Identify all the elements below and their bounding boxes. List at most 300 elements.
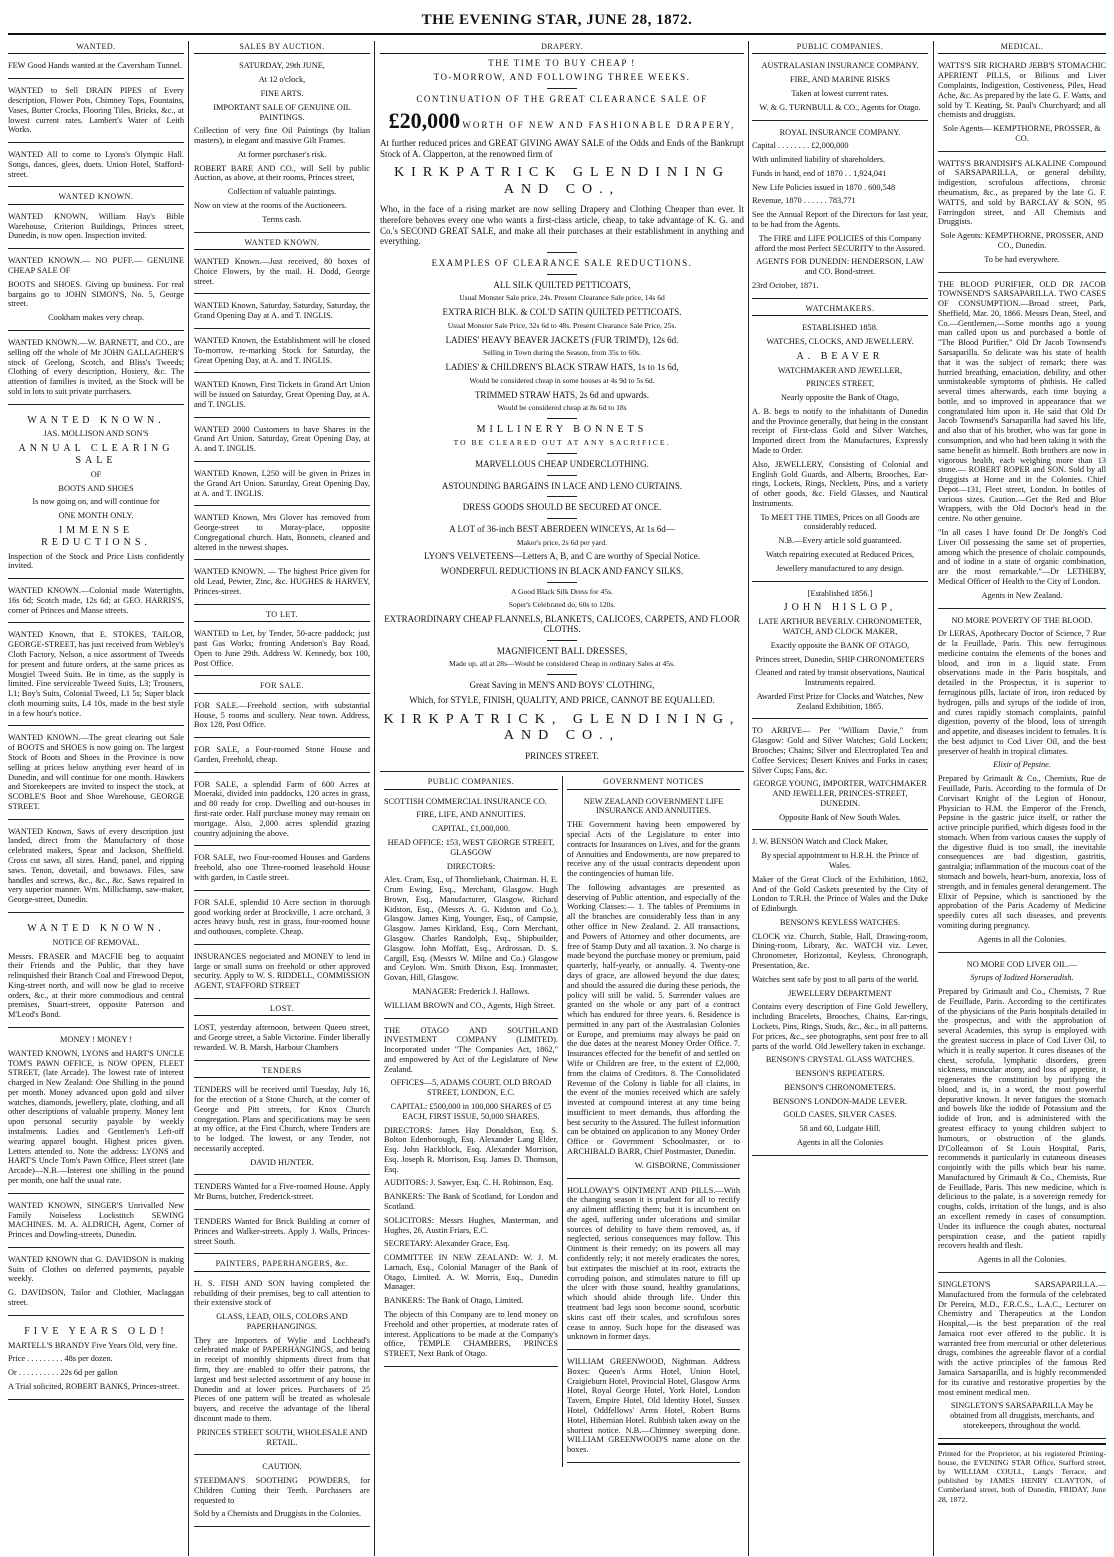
ad-text: WANTED KNOWN.— NO PUFF.— GENUINE CHEAP SALE OF xyxy=(8,256,184,276)
ad-text: MONEY ! MONEY ! xyxy=(60,1035,132,1044)
ad-text: Maker's price, 2s 6d per yard. xyxy=(516,537,608,547)
ad-text: Collection of very fine Oil Paintings (by Italian masters), in elegant and massive Gilt Frames. xyxy=(194,126,370,146)
ad-text: DRESS GOODS SHOULD BE SECURED AT ONCE. xyxy=(462,502,662,513)
column-rule xyxy=(374,41,375,1556)
ad-text: The following advantages are presented as deserving of Public attention, and especially of the Working Classes:— 1. The tables of Premiums in all the branches are considerably less than in any other office in New Zealand. 2. All transactions, and Powers of Attorney and other documents, are free of Stamp Duty and all taxation. 3. No charge is made beyond the purchase money or premium, paid quarterly, half-yearly, or annually. 4. Twenty-one days of grace, are allowed beyond the due dates; and should the assured die during these periods, the policy will still be valid. 5. Surrender values are granted on the whole or any part of a contract which has endured for three years. 6. Residence is permitted in any part of the Australasian Colonies or Europe, and premiums may always be paid on the due dates at the nearest Money Order Office. 7. Insurances effected for the benefit of and settled on Wife or Children are free, to the extent of £2,000, from the claims of Creditors. 8. The Consolidated Revenue of the Colony is liable for all claims, in the event of the monies received which are safely invested at compound interest at any time being insufficient to meet demands, thus affording the best security to the Assured. The fullest information can be obtained on application to any Money Order Office or Government Schoolmaster, or to ARCHIBALD BARR, Chief Postmaster, Dunedin. xyxy=(567,882,740,1157)
ad-martell xyxy=(8,1320,184,1400)
ad-text: PRINCES STREET. xyxy=(525,750,599,761)
ad-holloway xyxy=(567,1183,740,1351)
ad-text: FEW Good Hands wanted at the Caversham Tunnel. xyxy=(8,61,183,71)
ad-text: J. W. BENSON Watch and Clock Maker, xyxy=(752,837,888,847)
ad-text: Terms cash. xyxy=(262,214,302,224)
ad-heading: FIVE YEARS OLD! xyxy=(24,1325,168,1337)
ad-text: EXTRA RICH BLK. & COL'D SATIN QUILTED PETTICOATS. xyxy=(442,307,682,318)
ad-tender-house xyxy=(194,1179,370,1210)
column-rule xyxy=(748,41,749,1556)
ad-text: MANAGER: Frederick J. Hallows. xyxy=(412,986,530,996)
ad-inglis-4 xyxy=(194,422,370,462)
ad-hislop xyxy=(752,586,928,720)
ad-text: Made up, all at 28s—Would be considered Cheap in ordinary Sales at 45s. xyxy=(449,659,675,669)
ad-good-hands xyxy=(8,58,184,79)
ad-text: WATCHMAKER AND JEWELLER, xyxy=(777,365,903,375)
ad-text: By special appointment to H.R.H. the Prince of Wales. xyxy=(761,851,919,870)
ad-heading: CONTINUATION OF THE GREAT CLEARANCE SALE OF xyxy=(416,93,708,104)
ad-text: Watch repairing executed at Reduced Prices, xyxy=(765,550,915,560)
ad-text: Agents in all the Colonies xyxy=(796,1137,884,1147)
imprint-rule xyxy=(938,1443,1106,1445)
ad-text: WANTED Known, that E. STOKES, TAILOR, GEORGE-STREET, has just received from Webley's Cloth Factory, Nelson, a nice assortment of Tweeds for present and future orders, at the same prices as Mosgiel Tweed Suits. Be in time, as the supply is limited. Fine serviceable Tweed Suits, L3; Trousers, L1; Boy's Suits, Colonial Tweed, L1 5s; Super black cloth mourning suits, L4 10s, made in the best style in a few hour's notice. xyxy=(8,630,184,718)
ad-heading: JOHN HISLOP, xyxy=(783,602,897,614)
ad-text: BOOTS AND SHOES xyxy=(58,483,134,493)
ad-text: Jewellery manufactured to any design. xyxy=(776,563,904,573)
ad-text: At former purchaser's risk. xyxy=(237,149,327,159)
ad-heading: THE TIME TO BUY CHEAP ! xyxy=(488,58,636,69)
ad-benson xyxy=(752,834,928,1155)
column-public-companies xyxy=(752,41,928,1556)
ad-for-sale-5 xyxy=(194,895,370,945)
ad-for-sale-1 xyxy=(194,698,370,738)
ad-stokes xyxy=(8,627,184,726)
ad-text: FINE ARTS. xyxy=(260,89,304,98)
ad-text: WANTED KNOWN.—Colonial made Watertights, 16s 6d; Scotch made, 12s 6d; at GEO. HARRIS'S, corner of Princes and Manse streets. xyxy=(8,586,184,615)
ad-text: LADIES' HEAVY BEAVER JACKETS (FUR TRIM'D), 12s 6d. xyxy=(445,334,679,345)
ad-heading: WANTED KNOWN. xyxy=(27,414,165,426)
ad-heading: MILLINERY BONNETS xyxy=(476,424,648,436)
ad-text: Also, JEWELLERY, Consisting of Colonial and English Gold Guards, and Alberts, Brooches, Ear-rings, Lockets, Rings, Necklets, Pins, and a variety of other goods, &c. Field Glasses, and Nautical Instruments. xyxy=(752,459,928,508)
ad-text: Inspection of the Stock and Price Lists confidently invited. xyxy=(8,551,184,571)
ad-watts-brandish xyxy=(938,156,1106,273)
sale-amount: £20,000 xyxy=(388,108,461,134)
ad-text: LATE ARTHUR BEVERLY. CHRONOMETER, WATCH, AND CLOCK MAKER, xyxy=(758,617,922,636)
subcolumn-public-companies xyxy=(380,776,562,1467)
divider xyxy=(547,274,577,275)
ad-text: ROBERT BARE AND CO., will Sell by public Auction, as above, at their rooms, Princes street, xyxy=(194,163,370,183)
section-heading: TO LET. xyxy=(194,609,370,622)
section-heading: TENDERS xyxy=(194,1065,370,1078)
ad-text: ROYAL INSURANCE COMPANY. xyxy=(779,127,901,137)
ad-inglis-1 xyxy=(194,298,370,329)
divider xyxy=(547,453,577,454)
ad-heading: A. BEAVER xyxy=(796,350,884,362)
ad-lost xyxy=(194,1020,370,1060)
ad-text: JEWELLERY DEPARTMENT xyxy=(788,988,892,998)
ad-text: Is now going on, and will continue for xyxy=(32,497,160,507)
ad-text: NEW ZEALAND GOVERNMENT LIFE INSURANCE AND ANNUITIES. xyxy=(583,796,724,816)
ad-for-sale-4 xyxy=(194,850,370,890)
ad-text: Price . . . . . . . . . 48s per dozen. xyxy=(8,1354,113,1364)
ad-text: Selling in Town during the Season, from 35s to 60s. xyxy=(483,348,641,358)
ad-text: Syrups of Iodized Horseradish. xyxy=(970,973,1074,983)
ad-fish-and-son xyxy=(194,1276,370,1456)
ad-australasian-insurance xyxy=(752,58,928,120)
ad-text: SOLICITORS: Messrs Hughes, Masterman, and Hughes, 26, Austin Friars, E.C. xyxy=(384,1215,558,1235)
printer-imprint: Printed for the Proprietor, at his registered Printing-house, the EVENING STAR Office, Stafford street, by WILLIAM COULL, Lang's Terrace, and published by JAMES HENRY CLAYTON, of Cumberland street, both of Dunedin, FRIDAY, June 28, 1872. xyxy=(938,1448,1106,1504)
ad-text: TENDERS will be received until Tuesday, July 16, for the erection of a Stone Church, at the corner of George and Pitt streets, for Knox Church congregation. Plans and specifications may be seen at my office, at the First Church, where Tenders are to be lodged. The lowest, or any Tender, not necessarily accepted. xyxy=(194,1085,370,1153)
ad-text: HEAD OFFICE: 153, WEST GEORGE STREET, GLASGOW xyxy=(387,838,555,857)
ad-text: Agents in all the Colonies. xyxy=(977,934,1067,944)
divider xyxy=(547,640,577,641)
ad-olympic-hall xyxy=(8,147,184,187)
ad-text: ALL SILK QUILTED PETTICOATS, xyxy=(493,279,631,290)
ad-scoble xyxy=(8,730,184,819)
ad-text: ONE MONTH ONLY. xyxy=(58,511,134,521)
section-heading: WANTED KNOWN. xyxy=(194,237,370,250)
ad-saws xyxy=(8,824,184,913)
ad-text: IMPORTANT SALE OF GENUINE OIL PAINTINGS. xyxy=(213,102,351,122)
ad-text: FOR SALE, splendid 10 Acre section in thorough good working order at Brockville, 1 acre orchard, 3 acres heavy bush, rest in grass, four-roomed house and outhouses, complete. Cheap. xyxy=(194,897,370,937)
ad-text: PRINCES STREET, xyxy=(805,379,875,389)
ad-text: To MEET THE TIMES, Prices on all Goods are considerably reduced. xyxy=(760,512,920,532)
ad-inglis-3 xyxy=(194,377,370,417)
ad-text: WILLIAM BROWN and CO., Agents, High Street. xyxy=(384,1000,555,1010)
ad-text: OF xyxy=(90,469,102,479)
ad-text: Revenue, 1870 . . . . . . 783,771 xyxy=(752,196,856,206)
ad-riddell xyxy=(194,949,370,999)
divider xyxy=(547,582,577,583)
ad-text: WANTED KNOWN, LYONS and HART'S UNCLE TOM'S PAWN OFFICE, is NOW OPEN, FLEET STREET, (late Arcade). The lowest rate of interest charged in New Zealand: One Shilling in the pound per month. Money advanced upon gold and silver watches, diamonds, jewellery, plate, clothing, and all other descriptions of valuable property. Money lent upon personal security payable by weekly instalments. Ladies and Gentlemen's Left-off wearing apparel bought. Highest prices given. Letters attended to. Note the address: LYONS and HART'S Uncle Tom's Pawn Office, Fleet street (late Arcade)—N.B.—Interest one shilling in the pound per month, one half the usual rate. xyxy=(8,1048,184,1185)
ad-text: BANKERS: The Bank of Otago, Limited. xyxy=(384,1296,524,1306)
ad-text: Sole Agents— KEMPTHORNE, PROSSER, & CO. xyxy=(943,124,1101,143)
ad-text: Sole Agents: KEMPTHORNE, PROSSER, AND CO., Dunedin. xyxy=(940,231,1104,250)
ad-heading: EXAMPLES OF CLEARANCE SALE REDUCTIONS. xyxy=(431,257,693,268)
ad-text: Which, for STYLE, FINISH, QUALITY, AND PRICE, CANNOT BE EQUALLED. xyxy=(409,694,715,705)
ad-text: FOR SALE, a splendid Farm of 600 Acres at Moeraki, divided into paddocks, 120 acres in grass, and 80 ready for crop. Dwelling and out-houses in first-rate order. Half purchase money may remain on mortgage. Also, 2,000 acres splendid grazing country adjoining the above. xyxy=(194,779,370,838)
ad-text: A. B. begs to notify to the inhabitants of Dunedin and the Province generally, that being in the constant receipt of First-class Gold and Silver Watches, Imported direct from the Manufactures, Expressly Made to Order. xyxy=(752,406,928,455)
ad-inglis-5 xyxy=(194,466,370,506)
ad-text: DIRECTORS: xyxy=(446,861,496,871)
divider xyxy=(547,252,577,253)
ad-text: WANTED Known, the Establishment will be closed To-morrow, re-marking Stock for Saturday, the Great Opening Day, at A. and T. INGLIS. xyxy=(194,335,370,365)
ad-text: BENSON'S LONDON-MADE LEVER. xyxy=(772,1096,908,1106)
ad-text: TRIMMED STRAW HATS, 2s 6d and upwards. xyxy=(474,389,650,400)
ad-blood-purifier xyxy=(938,277,1106,609)
ad-no-more-cod-liver-oil xyxy=(938,957,1106,1273)
divider xyxy=(547,418,577,419)
ad-text: WANTED to Let, by Tender, 50-acre paddock; just past Gas Works; fronting Anderson's Bay Road. Open to June 29th. Address W. Kennedy, box 100, Post Office. xyxy=(194,629,370,668)
ad-text: CAPITAL: £500,000 in 100,000 SHARES of £5 EACH, FIRST ISSUE, 50,000 SHARES. xyxy=(390,1101,552,1121)
ad-text: Watches sent safe by post to all parts of the world. xyxy=(752,974,919,984)
ad-text: GLASS, LEAD, OILS, COLORS AND PAPERHANGINGS. xyxy=(216,1312,348,1331)
ad-text: SCOTTISH COMMERCIAL INSURANCE CO. xyxy=(384,796,547,806)
ad-barnett xyxy=(8,335,184,405)
subcolumns xyxy=(380,776,744,1467)
ad-text: MARTELL'S BRANDY Five Years Old, very fine. xyxy=(8,1340,178,1350)
section-heading: DRAPERY. xyxy=(380,41,744,54)
section-heading: PUBLIC COMPANIES. xyxy=(752,41,928,54)
section-heading: FOR SALE. xyxy=(194,680,370,693)
ad-text: FOR SALE.—Freehold section, with substantial House, 5 rooms and scullery. Near town. Address, Box 128, Post Office. xyxy=(194,700,370,730)
ad-text: The FIRE and LIFE POLICIES of this Company afford the most Perfect SECURITY to the Assured. xyxy=(754,233,926,253)
ad-for-sale-3 xyxy=(194,777,370,847)
ad-text: To be had everywhere. xyxy=(984,254,1060,264)
section-heading: WANTED. xyxy=(8,41,184,54)
divider xyxy=(547,518,577,519)
ad-text: LADIES' & CHILDREN'S BLACK STRAW HATS, 1s to 1s 6d, xyxy=(445,362,679,373)
ad-tender-church xyxy=(194,1082,370,1175)
ad-text: Great Saving in MEN'S AND BOYS' CLOTHING, xyxy=(469,680,655,691)
subcolumn-government-notices xyxy=(562,776,744,1467)
column-drapery xyxy=(380,41,744,1556)
ad-text: Prepared by Grimault & Co., Chemists, Rue de Feuillade, Paris. According to the formula of Dr Corvisart Knight of the Legion of Honour, Physician to H.M. the Emperor of the French, Pepsine is the gastric juice itself, or rather the active principle purified, which digests food in the stomach. When from various causes the supply of the digestive fluid is too small, the inevitable consequences are bad digestion, gastritis, gastralgia; inflammation of the mucous coat of the stomach and bowels, heart-burn, anorexia, loss of strength, and in females general derangement. The Elixir of Pepsine, which is sanctioned by the approbation of the Paris Academy of Medicine speedily cures all such diseases, and prevents vomiting during pregnancy. xyxy=(938,774,1106,930)
ad-text: 58 and 60, Ludgate Hill. xyxy=(799,1124,881,1134)
ad-text: FOR SALE, two Four-roomed Houses and Gardens freehold, also one Three-roomed leasehold House with garden, in Castle street. xyxy=(194,853,370,882)
ad-text: BENSON'S CHRONOMETERS. xyxy=(784,1082,896,1092)
ad-text: THE Government having been empowered by special Acts of the Legislature to enter into contracts for Insurances on Lives, and for the grants of Annuities and Endowments, are now prepared to receive any of the usual contracts dependent upon the contingencies of human life. xyxy=(567,820,740,879)
ad-text: LOST, yesterday afternoon, between Queen street, and George street, a Sable Victorine. Finder liberally rewarded. W. B. Marsh, Harbour Chambers xyxy=(194,1023,370,1052)
ad-text: JAS. MOLLISON AND SON'S xyxy=(43,429,149,439)
columns xyxy=(8,41,1106,1556)
ad-text: Funds in hand, end of 1870 . . 1,924,041 xyxy=(752,168,887,178)
divider xyxy=(547,88,577,89)
ad-harris xyxy=(8,583,184,623)
ad-text: WANTED KNOWN.—The great clearing out Sale of BOOTS and SHOES is now going on. The largest Stock of Boots and Shoes in the Province is now selling at prices below anything ever heard of in Dunedin, and will continue for one month. Hawkers and Storekeepers are invited to inspect the stock, at SCOBLE'S Boot and Shoe Warehouse, GEORGE STREET. xyxy=(8,733,184,811)
divider xyxy=(547,674,577,675)
ad-flowers xyxy=(194,254,370,294)
ad-text: WANTED KNOWN. — The highest Price given for old Lead, Pewter, Zinc, &c. HUGHES & HARVEY, Princes-street. xyxy=(194,567,370,596)
ad-pawn-office xyxy=(8,1032,184,1194)
divider xyxy=(547,475,577,476)
ad-text: WONDERFUL REDUCTIONS IN BLACK AND FANCY SILKS. xyxy=(440,566,684,577)
ad-text: Messrs. FRASER and MACFIE beg to acquaint their Friends and the Public, that they have relinquished their Branch Coal and Firewood Depot, King-street north, and will now be glad to receive orders, &c., at their more commodious and central premises, Stuart-street, opposite Paterson and M'Leod's Bond. xyxy=(8,951,184,1020)
ad-royal-insurance xyxy=(752,125,928,299)
ad-text: NO MORE POVERTY OF THE BLOOD. xyxy=(951,615,1093,625)
ad-john-simon xyxy=(8,253,184,331)
ad-text: Exactly opposite the BANK OF OTAGO, xyxy=(770,640,910,650)
ad-george-young xyxy=(752,723,928,830)
column-wanted xyxy=(8,41,184,1556)
ad-text: Dr LERAS, Apothecary Doctor of Science, 7 Rue de la Feuillade, Paris. This new ferruginous medicine contains the elements of the bones and blood, and iron in a liquid state. From observations made in the Paris hospitals, and detailed in the Prospectus, it is superior to ferruginous pills, lactate of iron, iron reduced by hydrogen, pills and syrups of the iodide of iron, and cures rapidly stomach complaints, painful digestion, poverty of the blood, loss of strength and appetite, and diseases incident to females. It is the best adjunct to Cod Liver Oil, and the best preserver of health in tropical climates. xyxy=(938,629,1106,756)
section-heading: MEDICAL. xyxy=(938,41,1106,54)
ad-text: BANKERS: The Bank of Scotland, for London and Scotland. xyxy=(384,1192,558,1212)
ad-text: TENDERS Wanted for Brick Building at corner of Princes and Walker-streets. Apply J. Walls, Princes-street South. xyxy=(194,1217,370,1246)
ad-text: WANTED Known.—Just received, 80 boxes of Choice Flowers, by the mail. H. Dodd, George street. xyxy=(194,257,370,286)
ad-text: A Trial solicited, ROBERT BANKS, Princes-street. xyxy=(8,1381,180,1391)
ad-text: AGENTS FOR DUNEDIN: HENDERSON, LAW and CO. Bond-street. xyxy=(756,257,924,277)
section-heading: LOST. xyxy=(194,1003,370,1016)
ad-text: WANTED All to come to Lyons's Olympic Hall. Songs, dances, glees, duets. Union Hotel, Stafford-street. xyxy=(8,150,184,179)
ad-text: A LOT of 36-inch BEST ABERDEEN WINCEYS, At 1s 6d— xyxy=(449,523,675,534)
ad-text: Cookham makes very cheap. xyxy=(48,313,144,323)
ad-text: A Good Black Silk Dress for 45s. xyxy=(511,586,613,596)
ad-text: SINGLETON'S SARSAPARILLA May be obtained from all druggists, merchants, and storekeepers, throughout the world. xyxy=(949,1401,1094,1430)
ad-text: FOR SALE, a Four-roomed Stone House and Garden, Freehold, cheap. xyxy=(194,745,370,764)
column-rule xyxy=(933,41,934,1556)
ad-text: They are Importers of Wylie and Lochhead's celebrated make of PAPERHANGINGS, and being in receipt of monthly shipments direct from that firm, they are enabled to offer their patrons, the largest and best selected assortment of any house in Dunedin and at lower prices. Purchasers of 25 Pieces of one pattern will be treated as wholesale buyers, and receive the advantage of the liberal discount made to them. xyxy=(194,1335,370,1423)
ad-heading: TO-MORROW, AND FOLLOWING THREE WEEKS. xyxy=(433,72,691,83)
ad-text: WATTS'S SIR RICHARD JEBB'S STOMACHIC APERIENT PILLS, or Bilious and Liver Complaints, Indigestion, Costiveness, Piles, Head Ache, &c. As prepared by the late G. F. Watts, and sold by T. Keating, St. Paul's Churchyard; and all chemists and druggists. xyxy=(938,61,1106,120)
ad-text: See the Annual Report of the Directors for last year, to be had from the Agents. xyxy=(752,210,928,230)
ad-text: CAUTION. xyxy=(262,1462,302,1472)
ad-text: Usual Monster Sale Price, 32s 6d to 48s. Present Clearance Sale Price, 25s. xyxy=(447,320,677,330)
ad-text: SATURDAY, 29th JUNE, xyxy=(239,61,325,71)
firm-name: KIRKPATRICK, GLENDINING, AND CO., xyxy=(383,711,741,744)
ad-text: 23rd October, 1871. xyxy=(752,280,819,290)
ad-text: Would be considered cheap at 8s 6d to 18s xyxy=(497,403,627,413)
ad-text: ASTOUNDING BARGAINS IN LACE AND LENO CURTAINS. xyxy=(441,480,683,491)
ad-oil-paintings xyxy=(194,58,370,232)
ad-text: [Established 1856.] xyxy=(807,588,873,598)
ad-text: THE BLOOD PURIFIER, OLD DR JACOB TOWNSEND'S SARSAPARILLA. TWO CASES OF CONSUMPTION.—Broad street, Park, Sheffield, Mar. 20, 1866. Messrs Dean, Steel, and Co.—Gentlemen,—Some months ago a young man called upon us and purchased a bottle of "The Blood Purifier," Old Dr Jacob Townsend's Sarsaparilla. So delicate was his state of health that it was the subject of remark; there was hurried breathing, emaciation, debility, and other unmistakeable symptoms of phthisis. He called several times afterwards, each time buying a bottle, and so improved in appearance that we congratulated him upon it. He said that Old Dr Jacob Townsend's Sarsaparilla had saved his life, and also that of his brother, who was far gone in consumption, and who had been taking it with the same benefit as himself. Both brothers are now in vigorous health, each weighing more than 13 stone.— ROBERT ROPER and SON. Sold by all druggists at Home and in the Colonies. Chief Depot—131, Fleet street, London. In bottles of various sizes. Caution.—Get the Red and Blue Wrappers, with the Old Doctor's head in the centre. No other genuine. xyxy=(938,279,1106,524)
ad-drain-pipes xyxy=(8,83,184,143)
ad-text: Agents in all the Colonies. xyxy=(977,1255,1067,1265)
ad-text: SINGLETON'S SARSAPARILLA.— Manufactured from the formula of the celebrated Dr Pereira, M.D., F.R.C.S., L.A.C., Lecturer on Chemistry and Therapeutics at the London Hospital,—is the best preparation of the real Jamaica root ever offered to the public. It is warranted free from mercurial or other deleterious drugs, combines the agreeable flavor of a cordial with the active principles of the famous Red Jamaica Sarsaparilla, and is highly recommended for its curative and restorative properties by the most eminent medical men. xyxy=(938,1279,1106,1397)
ad-text: W. GISBORNE, Commissioner xyxy=(634,1160,740,1170)
ad-text: GEORGE YOUNG, IMPORTER, WATCHMAKER AND JEWELLER, PRINCES-STREET, DUNEDIN. xyxy=(753,779,927,808)
ad-text: Who, in the face of a rising market are now selling Drapery and Clothing Cheaper than ever. It therefore behoves every one who wants a first-class article, cheap, to take advantage of K. G. and Co.'s SECOND GREAT SALE, and make all their purchases at their establishment in anything and everything. xyxy=(380,204,744,247)
ad-singleton xyxy=(938,1277,1106,1439)
section-heading: WANTED KNOWN. xyxy=(8,191,184,204)
ad-text: Maker of the Great Clock of the Exhibition, 1862, And of the Gold Caskets presented by the City of London to T.R.H. the Prince of Wales and the Duke of Edinburgh. xyxy=(752,874,928,914)
column-rule xyxy=(188,41,189,1556)
ad-text: INSURANCES negociated and MONEY to lend in large or small sums on freehold or other approved security. Apply to W. S. RIDDELL, COMMISSION AGENT, STAFFORD STREET xyxy=(194,951,370,991)
ad-text: Or . . . . . . . . . . 22s 6d per gallon xyxy=(8,1368,118,1378)
ad-text: W. & G. TURNBULL & CO., Agents for Otago. xyxy=(759,102,921,112)
ad-text: Princes street, Dunedin, SHIP CHRONOMETERS xyxy=(755,654,925,664)
ad-text: Contains every description of Fine Gold Jewellery, including Bracelets, Brooches, Chains, Ear-rings, Lockets, Pins, Rings, Studs, &c., &c., in all patterns. For prices, &c., see photographs, sent post free to all parts of the world. Old Jewellery taken in exchange. xyxy=(752,1002,928,1051)
ad-text: WILLIAM GREENWOOD, Nightman. Address Boxes: Queen's Arms Hotel, Union Hotel, Craigieburn Hotel, Provincial Hotel, Glasgow Arms Hotel, Royal George Hotel, York Hotel, London Tavern, Empire Hotel, Old Identity Hotel, Sussex Hotel, Oddfellows' Arms Hotel, Robert Burns Hotel, Hibernian Hotel. Rubbish taken away on the shortest notice. N.B.—Chimney sweeping done. WILLIAM GREENWOOD'S name alone on the boxes. xyxy=(567,1357,740,1455)
ad-text: MARVELLOUS CHEAP UNDERCLOTHING. xyxy=(475,459,649,470)
ad-text: Sold by a Chemists and Druggists in the Colonies. xyxy=(194,1509,362,1519)
ad-text: MAGNIFICENT BALL DRESSES, xyxy=(496,645,628,656)
ad-text: At 12 o'clock, xyxy=(258,75,306,85)
ad-text: TO ARRIVE— Per "William Davie," from Glasgow: Gold and Silver Watches; Gold Lockets; Brooches; Chains; Silver and Electroplated Tea and Coffee Services; Desert Knives and Forks in cases; Silver Cups; Fans, &c. xyxy=(752,726,928,775)
ad-text: Capital . . . . . . . . £2,000,000 xyxy=(752,141,849,151)
section-heading: PUBLIC COMPANIES. xyxy=(384,776,558,789)
ad-text: WANTED KNOWN.—W. BARNETT, and CO., are selling off the whole of Mr JOHN GALLAGHER'S stock of Geelong, Scotch, and Bliss's Tweeds; Clothing of every description, Hosiery, &c. The attention of families is invited, as the Stock will be sold in lots to suit private purchasers. xyxy=(8,337,184,396)
ad-text: Alex. Cram, Esq., of Thornliebank, Chairman. H. E. Crum Ewing, Esq., Merchant, Glasgow. Hugh Brown, Esq., Manufacturer, Glasgow. Richard Kidston, Esq., (Messrs A. G. Kidston and Co.), Glasgow. James King, Younger, Esq., of Campsie, Glasgow. James Kirkland, Esq., Corn Merchant, Glasgow. Charles Randolph, Esq., Shipbuilder, Glasgow. John Moffatt, Esq., Ardrossan. D. S. Cargill, Esq. (Messrs W. Milne and Co.) Glasgow and Ceylon. Wm. Smith Dixon, Esq. Ironmaster, Govan, Hill, Glasgow. xyxy=(384,875,558,983)
ad-text: WATCHES, CLOCKS, AND JEWELLERY. xyxy=(766,336,914,346)
ad-heading: IMMENSE REDUCTIONS. xyxy=(41,524,151,548)
ad-text: Now on view at the rooms of the Auctioneers. xyxy=(194,201,347,211)
masthead-rule xyxy=(8,33,1106,35)
ad-text: Usual Monster Sale price, 24s. Present Clearance Sale price, 14s 6d xyxy=(459,293,665,303)
ad-text: New Life Policies issued in 1870 . 600,548 xyxy=(752,182,896,192)
ad-text: Taken at lowest current rates. xyxy=(791,89,889,98)
column-medical xyxy=(938,41,1106,1556)
ad-text: Awarded First Prize for Clocks and Watches, New Zealand Exhibition, 1865. xyxy=(756,691,924,711)
ad-text: H. S. FISH AND SON having completed the rebuilding of their premises, beg to call attention to their extensive stock of xyxy=(194,1278,370,1308)
ad-for-sale-2 xyxy=(194,742,370,773)
ad-text: BENSON'S REPEATERS. xyxy=(795,1069,885,1079)
ad-text: FIRE, LIFE, AND ANNUITIES. xyxy=(416,810,526,820)
ad-hughes-harvey xyxy=(194,564,370,604)
ad-beaver xyxy=(752,320,928,581)
ad-scottish-commercial xyxy=(384,794,558,1019)
ad-text: PRINCES STREET SOUTH, WHOLESALE AND RETAIL. xyxy=(196,1427,368,1447)
ad-text: N.B.—Every article sold guaranteed. xyxy=(778,536,902,546)
ad-text: CLOCK viz. Church, Stable, Hall, Drawing-room, Dining-room, Library, &c. WATCH viz. Lever, Chronometer, Horizontal, Keyless, Chronograph, Presentation, &c. xyxy=(752,931,928,971)
ad-text: COMMITTEE IN NEW ZEALAND: W. J. M. Larnach, Esq., Colonial Manager of the Bank of Otago, Limited. A. W. Morris, Esq., Dunedin Manager. xyxy=(384,1253,558,1292)
ad-text: Opposite Bank of New South Wales. xyxy=(779,812,901,822)
section-heading: PAINTERS, PAPERHANGERS, &c. xyxy=(194,1258,370,1271)
ad-text: WANTED KNOWN, William Hay's Bible Warehouse, Criterion Buildings, Princes street, Dunedin, is now open. Inspection invited. xyxy=(8,211,184,241)
ad-text: STEEDMAN'S SOOTHING POWDERS, for Children Cutting their Teeth. Purchasers are requested to xyxy=(194,1476,370,1505)
ad-glover xyxy=(194,510,370,560)
ad-text: WANTED Known, L250 will be given in Prizes in the Grand Art Union. Saturday, Great Opening Day, at A. and T. INGLIS. xyxy=(194,468,370,498)
section-heading: WATCHMAKERS. xyxy=(752,303,928,316)
ad-text: AUDITORS: J. Sawyer, Esq. C. H. Robinson, Esq. xyxy=(384,1178,554,1188)
ad-davidson xyxy=(8,1252,184,1316)
ad-text: WANTED 2000 Customers to have Shares in the Grand Art Union. Saturday, Great Opening Day, at A. and T. INGLIS. xyxy=(194,424,370,454)
ad-text: Agents in New Zealand. xyxy=(981,590,1063,600)
ad-text: WANTED Known, Saws of every description just landed, direct from the Manufactory of those celebrated makers, Spear and Jackson, Sheffield. Cross cut saws, all sizes. Hand, panel, and ripping saws. Tenon, dovetail, and bowsaws. Files, saw handles and screws, &c., &c., &c. Saws repaired in very superior manner. Wm. Millichamp, saw-maker, George-street, Dunedin. xyxy=(8,826,184,905)
ad-greenwood xyxy=(567,1354,740,1463)
ad-otago-southland-investment xyxy=(384,1023,558,1367)
ad-text: BOOTS and SHOES. Giving up business. For real bargains go to JOHN SIMON'S, No. 5, George street. xyxy=(8,279,184,309)
ad-heading: ANNUAL CLEARING SALE xyxy=(18,443,174,466)
ad-text: Collection of valuable paintings. xyxy=(227,187,337,197)
ad-text: With unlimited liability of shareholders. xyxy=(752,155,886,165)
ad-mollison xyxy=(8,409,184,579)
ad-text: Would be considered cheap in some houses at 4s 9d to 5s 6d. xyxy=(469,375,655,385)
ad-text: ESTABLISHED 1858. xyxy=(802,323,878,333)
ad-text: WANTED KNOWN that G. DAVIDSON is making Suits of Clothes on deferred payments, payable weekly. xyxy=(8,1254,184,1284)
ad-text: AUSTRALASIAN INSURANCE COMPANY. xyxy=(761,61,919,71)
ad-text: TENDERS Wanted for a Five-roomed House. Apply Mr Burns, butcher, Frederick-street. xyxy=(194,1182,370,1202)
ad-text: TO BE CLEARED OUT AT ANY SACRIFICE. xyxy=(453,438,671,448)
ad-text: Soper's Celebrated do, 60s to 120s. xyxy=(508,599,616,609)
ad-text: OFFICES—5, ADAMS COURT, OLD BROAD STREET, LONDON, E.C. xyxy=(390,1078,552,1098)
ad-text: Elixir of Pepsine. xyxy=(993,760,1051,770)
ad-inglis-2 xyxy=(194,333,370,373)
ad-text: Prepared by Grimault and Co., Chemists, 7 Rue de Feuillade, Paris. According to the certificates of the physicians of the Paris hospitals detailed in the prospectus, and with the approbation of several Academies, this syrup is employed with the greatest success in place of Cod Liver Oil, to which it is really superior. It cures diseases of the chest, scrofula, lymphatic disorders, green sickness, muscular atony, and loss of appetite, it regenerates the constitution by purifying the blood, and is, in a word, the most powerful depurative known. It never fatigues the stomach and bowels like the iodide of Potassium and the iodide of Iron, and is administered with the greatest efficacy to young children subject to humours, or obstruction of the glands. D'Colleanson of St Louis Hospital, Paris, recommends it particularly in cutaneous diseases conjointly with the pills which bear his name. Manufactured by Grimault & Co., Chemists, Rue de Feuillade, Paris. This new medicine, which is delicious to the palate, is a sovereign remedy for coughs, colds, irritation of the lungs, and is also an excellent remedy in cases of consumption. Under its influence the cough abates, nocturnal perspiration cease, and the patient rapidly recovers health and flesh. xyxy=(938,987,1106,1251)
ad-text: SECRETARY: Alexander Grace, Esq. xyxy=(384,1239,510,1249)
ad-text: EXTRAORDINARY CHEAP FLANNELS, BLANKETS, CALICOES, CARPETS, AND FLOOR CLOTHS. xyxy=(384,613,740,635)
ad-text: "In all cases I have found Dr De Jongh's Cod Liver Oil possessing the same set of properties, among which the presence of cholaic compounds, and of iodine in a state of organic combination, are the most remarkable."—Dr LETHEBY, Medical Officer of Health to the City of London. xyxy=(938,528,1106,586)
section-heading: SALES BY AUCTION. xyxy=(194,41,370,54)
ad-text: WANTED Known, First Tickets in Grand Art Union will be issued on Saturday, Great Opening Day, at A. and T. INGLIS. xyxy=(194,380,370,409)
firm-name: KIRKPATRICK GLENDINING AND CO., xyxy=(394,165,730,197)
ad-watts-jebb xyxy=(938,58,1106,151)
ad-text: The objects of this Company are to lend money on Freehold and other properties, at moderate rates of interest. Applications to be made at the Company's office, TEMPLE CHAMBERS, PRINCES STREET, Next Bank of Otago. xyxy=(384,1310,558,1359)
ad-text: NOTICE OF REMOVAL. xyxy=(52,937,140,947)
ad-kirkpatrick-glendining xyxy=(380,58,744,772)
ad-text: LYON'S VELVETEENS—Letters A, B, and C are worthy of Special Notice. xyxy=(424,551,700,562)
ad-text: HOLLOWAY'S OINTMENT AND PILLS.—With the changing season it is prudent for all to rectify any ailment afflicting them; but it is incumbent on the aged, suffering under ulcerations and similar sources of debility to have them removed, as, if neglected, serious consequences may follow. This Ointment is their remedy; on its powers all may confidently rely; it not merely eradicates the sores, but extirpates the mischief at its root, extracts the corroding poison, and stimulates nature to fill up the ulcer with those sound, healthy granulations, which should abide through life. Under this treatment bad legs soon become sound, scorbutic skins cast off their scales, and scrofulous sores cease to annoy. Such hope for the diseased was unknown in former days. xyxy=(567,1185,740,1342)
ad-text: WANTED to Sell DRAIN PIPES of Every description, Flower Pots, Chimney Tops, Fountains, Vases, Butter Crocks, Flooring Tiles, Bricks, &c., at lowest current rates. Lambert's Water of Leith Works. xyxy=(8,86,184,135)
divider xyxy=(547,496,577,497)
ad-government-life-insurance xyxy=(567,794,740,1179)
masthead-title: THE EVENING STAR, JUNE 28, 1872. xyxy=(421,12,693,28)
ad-text: WANTED Known, Mrs Glover has removed from George-street to Moray-place, opposite Congregational church. Hats, Bonnets, cleaned and altered in the newest shapes. xyxy=(194,513,370,552)
ad-text: BENSON'S CRYSTAL GLASS WATCHES. xyxy=(765,1055,915,1065)
ad-text: WATTS'S BRANDISH'S ALKALINE Compound of SARSAPARILLA, or general debility, indigestion, scrofulous affections, chronic rheumatism, &c., as prepared by the late G. F. WATTS, and sold by BARCLAY & SON, 95 Farringdon street, and All Chemists and Druggists. xyxy=(938,158,1106,227)
ad-steedman xyxy=(194,1459,370,1527)
ad-text: DAVID HUNTER. xyxy=(250,1157,314,1167)
ad-text: DIRECTORS: James Hay Donaldson, Esq. S. Bolton Edenborough, Esq. Alexander Lang Elder, Esq. John Hackblock, Esq. Alexander Morrison, Esq. Joseph R. Morrison, Esq. James D. Thomson, Esq. xyxy=(384,1125,558,1174)
ad-text: FIRE, AND MARINE RISKS xyxy=(789,75,891,85)
ad-text: NO MORE COD LIVER OIL.— xyxy=(966,959,1078,969)
sale-worth: WORTH OF NEW AND FASHIONABLE DRAPERY, xyxy=(462,120,736,131)
ad-heading: WANTED KNOWN. xyxy=(27,922,165,934)
ad-bible-warehouse xyxy=(8,209,184,249)
ad-text: WANTED Known, Saturday, Saturday, Saturday, the Grand Opening Day at A. and T. INGLIS. xyxy=(194,301,370,321)
ad-text: CAPITAL, £1,000,000. xyxy=(432,824,510,834)
ad-removal xyxy=(8,917,184,1028)
section-heading: GOVERNMENT NOTICES xyxy=(567,776,740,789)
ad-text: BENSON'S KEYLESS WATCHES. xyxy=(779,917,901,927)
column-auctions xyxy=(194,41,370,1556)
ad-text: At further reduced prices and GREAT GIVING AWAY SALE of the Odds and Ends of the Bankrupt Stock of A. Clapperton, at the renowned firm of xyxy=(380,138,744,159)
ad-text: Cleaned and rated by transit observations, Nautical Instruments repaired. xyxy=(755,668,925,688)
ad-paddock xyxy=(194,626,370,676)
ad-tender-brick xyxy=(194,1214,370,1254)
sale-worth-line xyxy=(380,108,744,134)
ad-singer xyxy=(8,1198,184,1248)
ad-text: G. DAVIDSON, Tailor and Clothier, Maclaggan street. xyxy=(8,1288,184,1307)
ad-no-more-poverty xyxy=(938,613,1106,953)
ad-text: WANTED KNOWN, SINGER'S Unrivalled New Family Noiseless Lockstitch SEWING MACHINES. M. A. ALDRICH, Agent, Corner of Princes and Dowling-streets, Dunedin. xyxy=(8,1200,184,1240)
